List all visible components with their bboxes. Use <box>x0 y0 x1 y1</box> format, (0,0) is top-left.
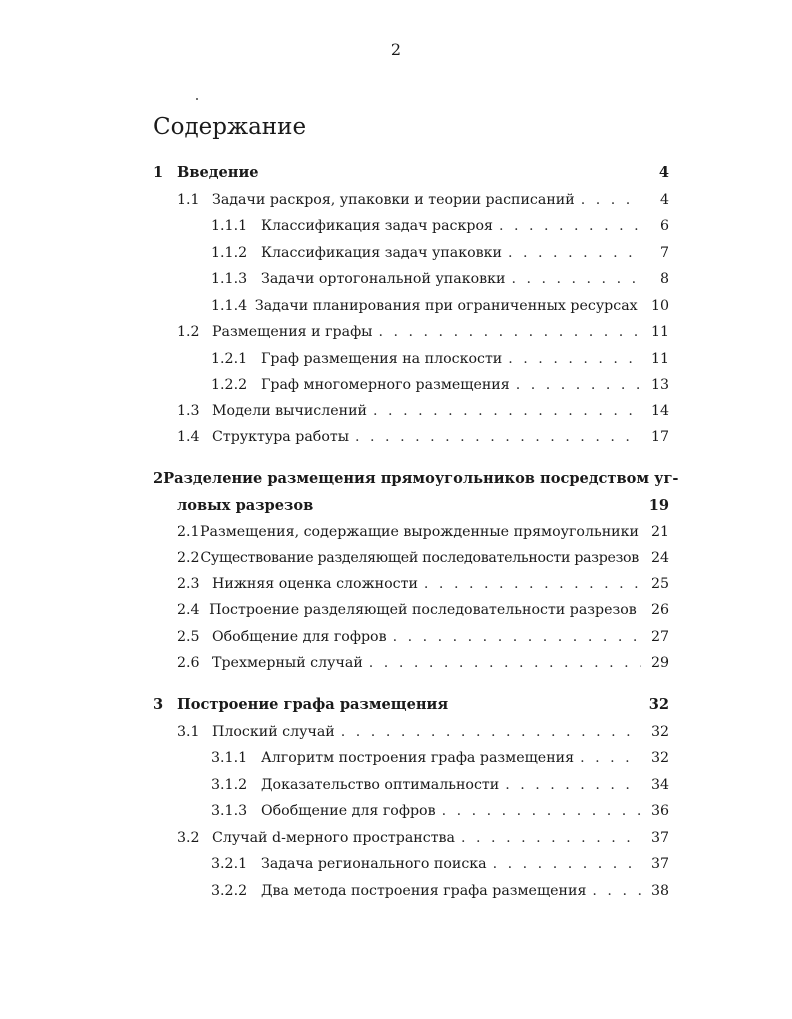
dot-leader <box>508 346 641 372</box>
toc-subsection-1-1-3[interactable] <box>211 266 669 292</box>
toc-page: 37 <box>650 856 669 872</box>
toc-title: Задача регионального поиска <box>261 856 487 872</box>
toc-title: Алгоритм построения графа размещения <box>261 750 575 766</box>
dot-leader <box>341 719 641 745</box>
toc-title: Введение <box>177 164 259 181</box>
toc-subsection-3-1-1[interactable] <box>211 745 669 771</box>
toc-number: 3.1.3 <box>211 803 248 819</box>
toc-section-2-4[interactable] <box>177 597 669 623</box>
toc-title: Существование разделяющей последовательности разрезов <box>200 550 639 566</box>
dot-leader <box>393 624 641 650</box>
toc-section-1-2[interactable] <box>177 319 669 345</box>
toc-title: Построение разделяющей последовательности разрезов <box>209 602 637 618</box>
toc-page: 10 <box>650 298 669 314</box>
dot-leader <box>580 745 641 771</box>
toc-number: 3.2.1 <box>211 856 248 872</box>
toc-title: Трехмерный случай <box>212 655 363 671</box>
toc-title-line-2: ловых разрезов <box>177 497 314 514</box>
toc-title: Обобщение для гофров <box>212 629 387 645</box>
toc-section-3-1[interactable] <box>177 719 669 745</box>
toc-page: 4 <box>659 192 669 208</box>
dot-leader <box>592 878 641 904</box>
toc-title: Построение графа размещения <box>177 696 449 713</box>
toc-page: 32 <box>648 696 669 713</box>
toc-title: Граф размещения на плоскости <box>261 351 503 367</box>
toc-page: 37 <box>650 830 669 846</box>
scan-speck <box>196 98 198 100</box>
toc-chapter-2[interactable] <box>153 466 679 492</box>
toc-subsection-3-1-2[interactable] <box>211 772 669 798</box>
toc-title: Размещения и графы <box>212 324 373 340</box>
toc-page: 32 <box>650 750 669 766</box>
toc-title: Задачи раскроя, упаковки и теории расписаний <box>212 192 575 208</box>
toc-number: 2.5 <box>177 629 200 645</box>
toc-subsection-3-2-1[interactable] <box>211 851 669 877</box>
toc-page: 36 <box>650 803 669 819</box>
toc-section-3-2[interactable] <box>177 825 669 851</box>
toc-subsection-1-2-2[interactable] <box>211 372 669 398</box>
toc-number: 3.1.1 <box>211 750 248 766</box>
toc-chapter-1[interactable] <box>153 160 669 186</box>
toc-title: Задачи ортогональной упаковки <box>261 271 506 287</box>
toc-page: 17 <box>650 429 669 445</box>
toc-page: 25 <box>650 576 669 592</box>
toc-number: 1.1.3 <box>211 271 248 287</box>
toc-number: 2.4 <box>177 602 200 618</box>
toc-subsection-1-1-2[interactable] <box>211 240 669 266</box>
toc-page: 13 <box>650 377 669 393</box>
toc-page: 7 <box>659 245 669 261</box>
toc-number: 1.3 <box>177 403 200 419</box>
toc-section-2-6[interactable] <box>177 650 669 676</box>
dot-leader <box>499 213 641 239</box>
dot-leader <box>424 571 641 597</box>
toc-number: 1.1.4 <box>211 298 248 314</box>
toc-page: 4 <box>658 164 669 181</box>
dot-leader <box>511 266 641 292</box>
toc-section-2-1[interactable] <box>177 519 669 545</box>
dot-leader <box>369 650 641 676</box>
toc-number: 3.1.2 <box>211 777 248 793</box>
toc-subsection-1-1-4[interactable] <box>211 293 669 319</box>
toc-title: Размещения, содержащие вырожденные прямоугольники <box>199 524 639 540</box>
toc-page: 27 <box>650 629 669 645</box>
toc-title: Модели вычислений <box>212 403 368 419</box>
toc-number: 2.6 <box>177 655 200 671</box>
toc-title: Случай d-мерного пространства <box>212 830 456 846</box>
toc-page: 29 <box>650 655 669 671</box>
toc-page: 38 <box>650 883 669 899</box>
dot-leader <box>508 240 641 266</box>
toc-title: Классификация задач раскроя <box>261 218 493 234</box>
dot-leader <box>493 851 641 877</box>
toc-subsection-1-2-1[interactable] <box>211 346 669 372</box>
toc-chapter-3[interactable] <box>153 692 669 718</box>
toc-page: 11 <box>650 351 669 367</box>
toc-section-1-3[interactable] <box>177 398 669 424</box>
toc-subsection-3-2-2[interactable] <box>211 878 669 904</box>
page-number: 2 <box>390 40 402 59</box>
toc-number: 3 <box>153 696 164 713</box>
dot-leader <box>581 187 641 213</box>
toc-page: 26 <box>650 602 669 618</box>
toc-title: Структура работы <box>212 429 350 445</box>
toc-page: 11 <box>650 324 669 340</box>
dot-leader <box>378 319 641 345</box>
toc-page: 21 <box>650 524 669 540</box>
dot-leader <box>442 798 641 824</box>
toc-section-2-3[interactable] <box>177 571 669 597</box>
toc-number: 2.2 <box>177 550 200 566</box>
dot-leader <box>355 424 641 450</box>
page-title: Содержание <box>153 114 307 140</box>
toc-title: Доказательство оптимальности <box>261 777 500 793</box>
dot-leader <box>505 772 641 798</box>
toc-chapter-2-continued[interactable] <box>177 493 669 519</box>
toc-page: 34 <box>650 777 669 793</box>
toc-number: 1.2.1 <box>211 351 248 367</box>
toc-title: Задачи планирования при ограниченных ресурсах <box>254 298 638 314</box>
toc-section-2-5[interactable] <box>177 624 669 650</box>
dot-leader <box>373 398 641 424</box>
toc-title: Граф многомерного размещения <box>261 377 510 393</box>
toc-page: 14 <box>650 403 669 419</box>
toc-number: 2 <box>153 470 164 487</box>
toc-subsection-1-1-1[interactable] <box>211 213 669 239</box>
dot-leader <box>461 825 641 851</box>
toc-number: 3.2 <box>177 830 200 846</box>
toc-title: Плоский случай <box>212 724 335 740</box>
toc-number: 1 <box>153 164 164 181</box>
toc-page: 24 <box>650 550 669 566</box>
toc-section-1-4[interactable] <box>177 424 669 450</box>
toc-title: Нижняя оценка сложности <box>212 576 418 592</box>
toc-number: 3.2.2 <box>211 883 248 899</box>
dot-leader <box>516 372 641 398</box>
toc-number: 3.1 <box>177 724 200 740</box>
toc-number: 1.4 <box>177 429 200 445</box>
toc-title: Классификация задач упаковки <box>261 245 502 261</box>
toc-page: 8 <box>659 271 669 287</box>
toc-title: Два метода построения графа размещения <box>261 883 587 899</box>
toc-number: 2.1 <box>177 524 200 540</box>
toc-number: 2.3 <box>177 576 200 592</box>
toc-number: 1.1 <box>177 192 200 208</box>
toc-section-1-1[interactable] <box>177 187 669 213</box>
toc-page: 6 <box>659 218 669 234</box>
toc-page: 19 <box>648 497 669 514</box>
toc-title: Обобщение для гофров <box>261 803 436 819</box>
toc-subsection-3-1-3[interactable] <box>211 798 669 824</box>
toc-title-line-1: Разделение размещения прямоугольников посредством уг- <box>163 470 679 487</box>
toc-number: 1.1.1 <box>211 218 248 234</box>
toc-page: 32 <box>650 724 669 740</box>
toc-number: 1.2.2 <box>211 377 248 393</box>
toc-section-2-2[interactable] <box>177 545 669 571</box>
toc-number: 1.1.2 <box>211 245 248 261</box>
toc-number: 1.2 <box>177 324 200 340</box>
